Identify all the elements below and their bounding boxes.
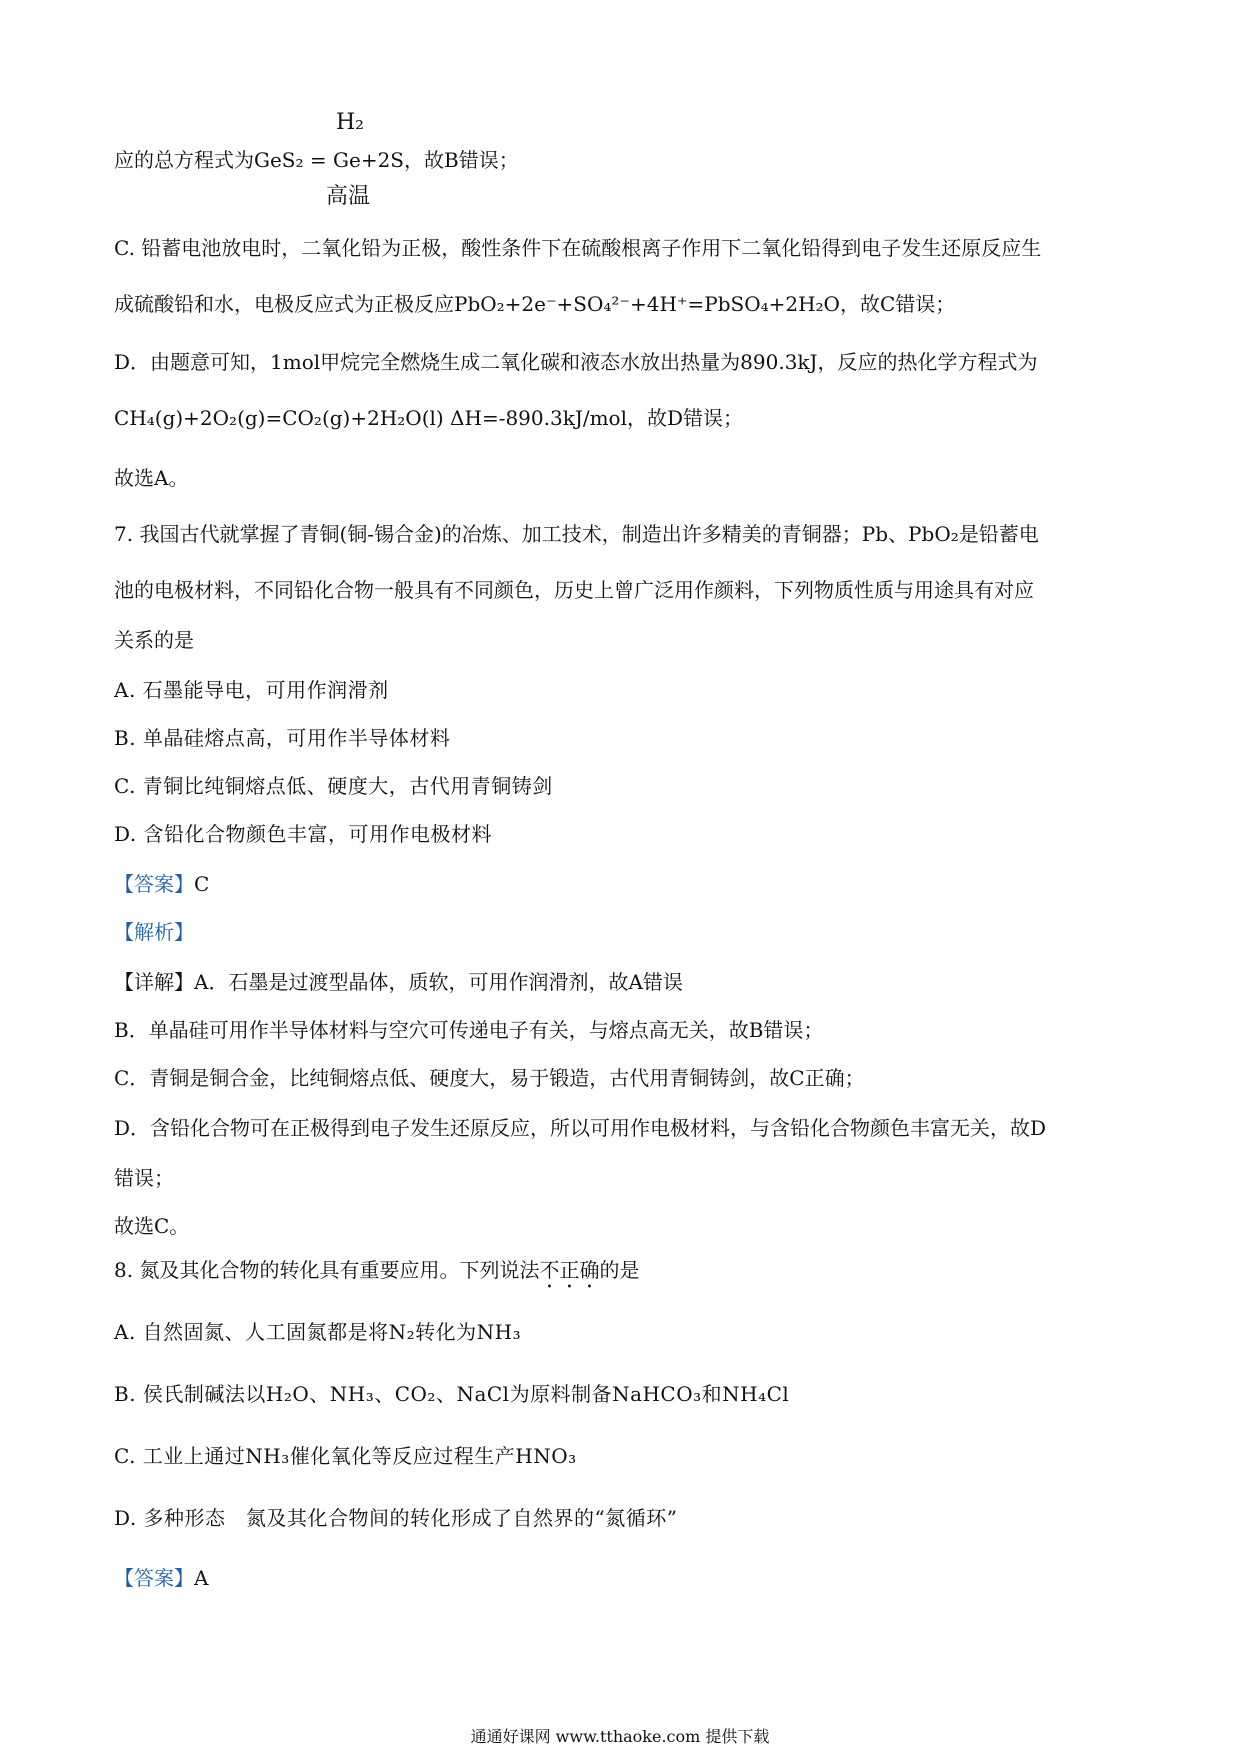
q7-option-b: B. 单晶硅熔点高，可用作半导体材料 xyxy=(114,726,451,750)
q7-detail-c: C．青铜是铜合金，比纯铜熔点低、硬度大，易于锻造，古代用青铜铸剑，故C正确； xyxy=(114,1066,865,1090)
answer-label: 【答案】 xyxy=(114,872,194,896)
q7-stem-line2: 池的电极材料，不同铅化合物一般具有不同颜色，历史上曾广泛用作颜料，下列物质性质与用途具有对应 xyxy=(114,578,1034,602)
q8-option-a: A. 自然固氮、人工固氮都是将N₂转化为NH₃ xyxy=(114,1320,522,1344)
q7-analysis-label: 【解析】 xyxy=(114,920,194,944)
q8-option-b: B. 侯氏制碱法以H₂O、NH₃、CO₂、NaCl为原料制备NaHCO₃和NH₄Cl xyxy=(114,1382,790,1406)
q6-option-d-line2: CH₄(g)+2O₂(g)=CO₂(g)+2H₂O(l) ΔH=-890.3kJ/mol，故D错误； xyxy=(114,406,744,430)
q7-option-c: C. 青铜比纯铜熔点低、硬度大，古代用青铜铸剑 xyxy=(114,774,553,798)
q7-answer xyxy=(114,874,209,894)
q8-stem-post: 的是 xyxy=(599,1258,640,1282)
q6-option-c-line2: 成硫酸铅和水，电极反应式为正极反应PbO₂+2e⁻+SO₄²⁻+4H⁺=PbSO₄+2H₂O，故C错误； xyxy=(114,292,956,316)
q7-detail-b: B．单晶硅可用作半导体材料与空穴可传递电子有关，与熔点高无关，故B错误； xyxy=(114,1018,824,1042)
q7-detail-a xyxy=(114,972,683,992)
q7-detail-d-line1: D．含铅化合物可在正极得到电子发生还原反应，所以可用作电极材料，与含铅化合物颜色丰富无关，故D xyxy=(114,1116,1047,1140)
equation-condition-under: 高温 xyxy=(326,184,371,209)
q8-option-d: D. 多种形态 氮及其化合物间的转化形成了自然界的“氮循环” xyxy=(114,1506,678,1530)
q7-conclusion: 故选C。 xyxy=(114,1214,190,1238)
equation-line: 应的总方程式为GeS₂ = Ge+2S，故B错误； xyxy=(114,148,519,172)
q7-option-a: A. 石墨能导电，可用作润滑剂 xyxy=(114,678,389,702)
q6-conclusion: 故选A。 xyxy=(114,466,189,490)
answer-value: C xyxy=(194,872,210,896)
answer-label: 【答案】 xyxy=(114,1566,194,1590)
q8-option-c: C. 工业上通过NH₃催化氧化等反应过程生产HNO₃ xyxy=(114,1444,577,1468)
q6-option-d-line1: D．由题意可知，1mol甲烷完全燃烧生成二氧化碳和液态水放出热量为890.3kJ，反应的热化学方程式为 xyxy=(114,350,1038,374)
q8-stem xyxy=(114,1258,639,1293)
page-footer: 通通好课网 www.tthaoke.com 提供下载 xyxy=(470,1727,770,1746)
q7-stem-line3: 关系的是 xyxy=(114,628,194,652)
q6-option-c-line1: C. 铅蓄电池放电时，二氧化铅为正极，酸性条件下在硫酸根离子作用下二氧化铅得到电子发生还原反应生 xyxy=(114,236,1042,260)
answer-value: A xyxy=(194,1566,209,1590)
equation-condition-over: H₂ xyxy=(336,110,365,135)
detail-a-text: A．石墨是过渡型晶体，质软，可用作润滑剂，故A错误 xyxy=(194,970,683,994)
q7-option-d: D. 含铅化合物颜色丰富，可用作电极材料 xyxy=(114,822,493,846)
q8-answer xyxy=(114,1568,208,1588)
q8-stem-emphasis: 不正确 xyxy=(539,1258,600,1282)
q7-detail-d-line2: 错误； xyxy=(114,1166,174,1190)
q7-stem-line1: 7. 我国古代就掌握了青铜(铜-锡合金)的冶炼、加工技术，制造出许多精美的青铜器；Pb、PbO₂是铅蓄电 xyxy=(114,522,1039,546)
q8-stem-pre: 8. 氮及其化合物的转化具有重要应用。下列说法 xyxy=(114,1258,540,1282)
detail-label: 【详解】 xyxy=(114,970,194,994)
